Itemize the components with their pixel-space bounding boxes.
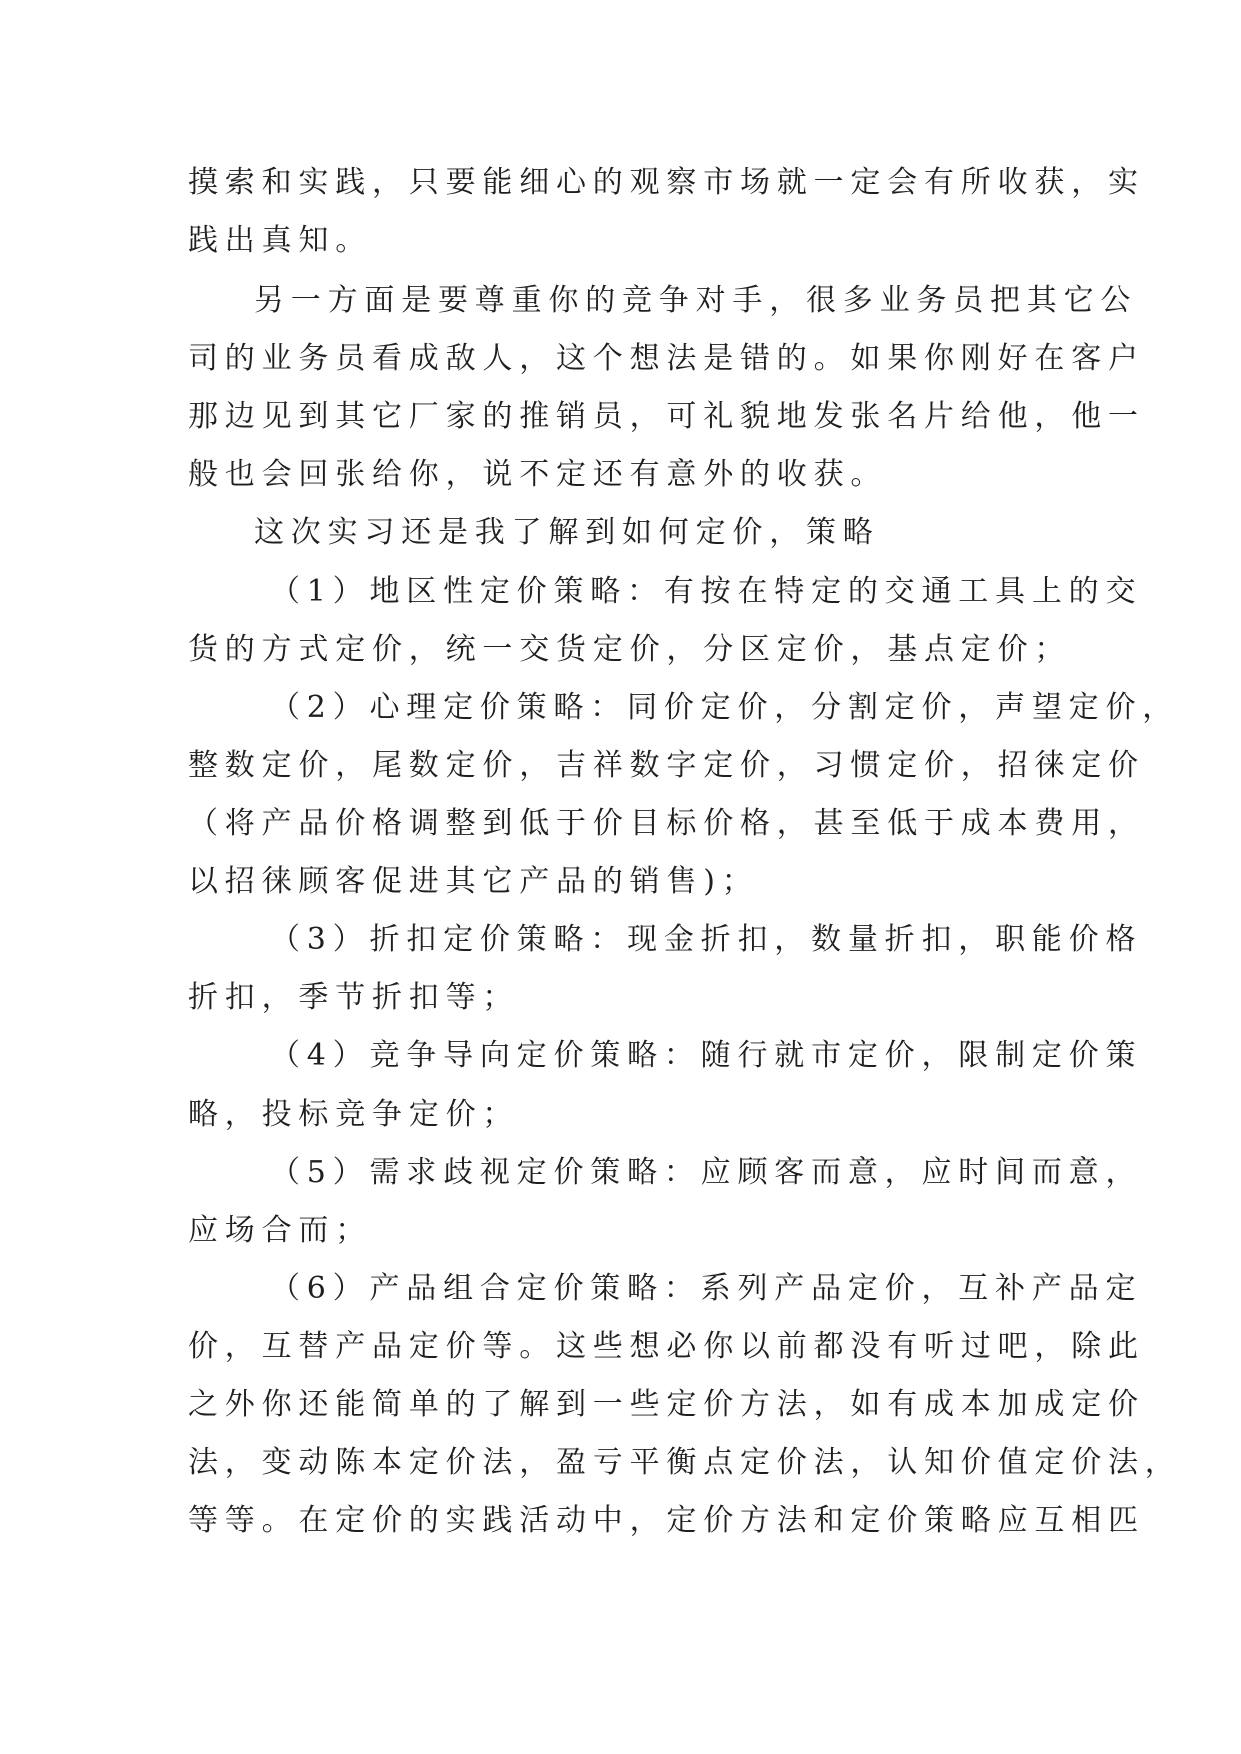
text-line: （4）竞争导向定价策略：随行就市定价，限制定价策 bbox=[270, 1038, 1143, 1073]
text-line: 另一方面是要尊重你的竞争对手，很多业务员把其它公 bbox=[254, 283, 1138, 318]
text-line: （5）需求歧视定价策略：应顾客而意，应时间而意， bbox=[270, 1155, 1143, 1190]
text-line: 等等。在定价的实践活动中，定价方法和定价策略应互相匹 bbox=[188, 1503, 1145, 1538]
text-line: 之外你还能简单的了解到一些定价方法，如有成本加成定价 bbox=[188, 1387, 1145, 1422]
text-line: 践出真知。 bbox=[188, 223, 372, 258]
text-line: 价，互替产品定价等。这些想必你以前都没有听过吧，除此 bbox=[188, 1329, 1145, 1364]
text-line: 略，投标竞争定价； bbox=[188, 1097, 520, 1132]
text-line: 那边见到其它厂家的推销员，可礼貌地发张名片给他，他一 bbox=[188, 399, 1145, 434]
text-line: （将产品价格调整到低于价目标价格，甚至低于成本费用， bbox=[188, 806, 1145, 841]
text-line: 法，变动陈本定价法，盈亏平衡点定价法，认知价值定价法， bbox=[188, 1445, 1182, 1480]
text-line: 摸索和实践，只要能细心的观察市场就一定会有所收获，实 bbox=[188, 165, 1145, 200]
text-line: 整数定价，尾数定价，吉祥数字定价，习惯定价，招徕定价 bbox=[188, 748, 1145, 783]
text-line: 以招徕顾客促进其它产品的销售)； bbox=[188, 864, 759, 899]
text-line: 司的业务员看成敌人，这个想法是错的。如果你刚好在客户 bbox=[188, 341, 1145, 376]
text-line: （1）地区性定价策略：有按在特定的交通工具上的交 bbox=[270, 574, 1143, 609]
text-line: （3）折扣定价策略：现金折扣，数量折扣，职能价格 bbox=[270, 922, 1143, 957]
text-line: 应场合而； bbox=[188, 1213, 372, 1248]
text-line: （2）心理定价策略：同价定价，分割定价，声望定价， bbox=[270, 690, 1180, 725]
text-line: 货的方式定价，统一交货定价，分区定价，基点定价； bbox=[188, 632, 1072, 667]
text-line: 折扣，季节折扣等； bbox=[188, 980, 520, 1015]
text-line: 这次实习还是我了解到如何定价，策略 bbox=[254, 515, 880, 550]
text-line: 般也会回张给你，说不定还有意外的收获。 bbox=[188, 457, 888, 492]
text-line: （6）产品组合定价策略：系列产品定价，互补产品定 bbox=[270, 1271, 1143, 1306]
